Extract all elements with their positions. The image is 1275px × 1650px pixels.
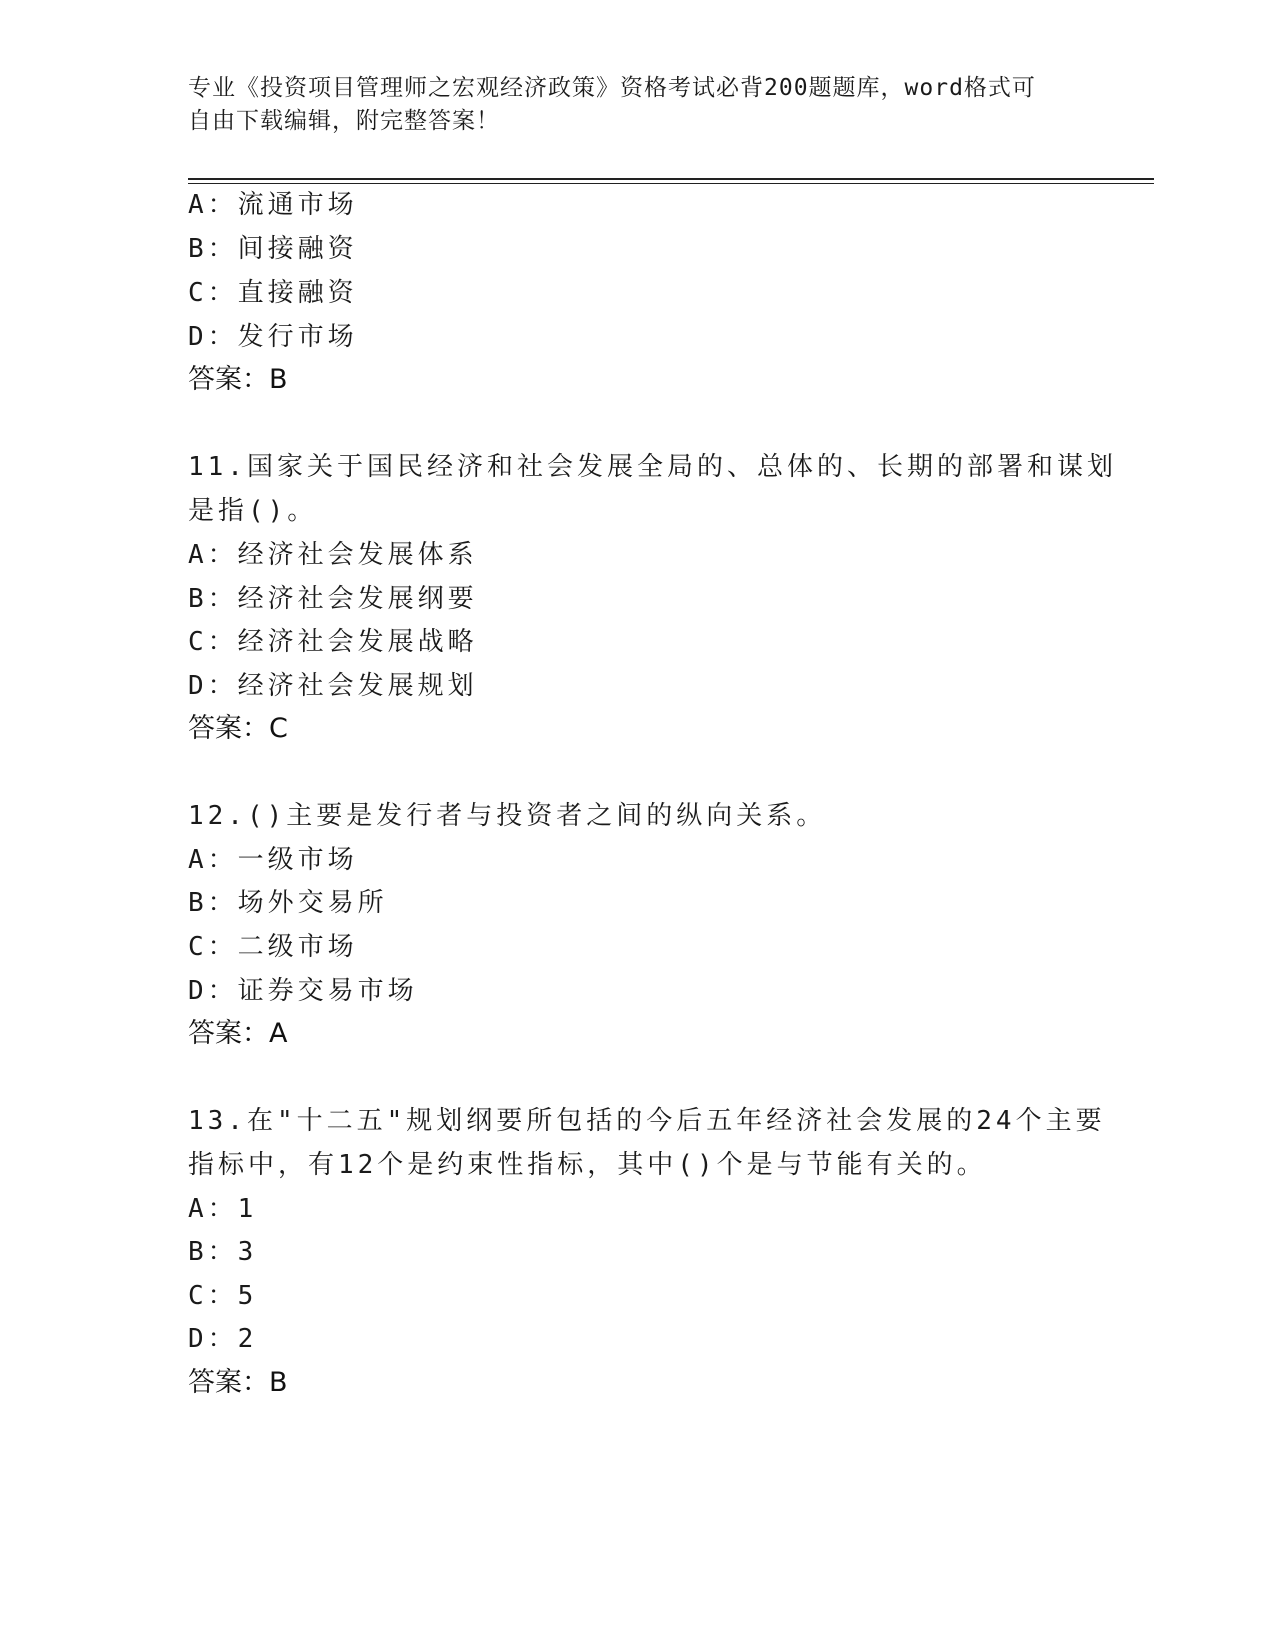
q11-answer: 答案：C [188, 713, 288, 744]
q10-option-c: C：直接融资 [188, 278, 358, 308]
q11-option-a: A：经济社会发展体系 [188, 540, 478, 570]
q13-stem-line-1: 13.在"十二五"规划纲要所包括的今后五年经济社会发展的24个主要 [188, 1106, 1106, 1136]
q13-option-d: D：2 [188, 1324, 258, 1354]
q12-answer: 答案：A [188, 1018, 288, 1049]
q10-option-b: B：间接融资 [188, 234, 358, 264]
header-divider-thin [188, 183, 1154, 184]
q12-option-b: B：场外交易所 [188, 888, 388, 918]
q13-option-a: A：1 [188, 1194, 258, 1224]
q11-stem-line-1: 11.国家关于国民经济和社会发展全局的、总体的、长期的部署和谋划 [188, 452, 1117, 482]
q10-option-a: A：流通市场 [188, 190, 358, 220]
header-divider-thick [188, 178, 1154, 180]
q10-answer: 答案：B [188, 364, 288, 395]
q10-option-d: D：发行市场 [188, 322, 358, 352]
q11-option-c: C：经济社会发展战略 [188, 627, 478, 657]
document-header [188, 72, 1068, 138]
q11-option-b: B：经济社会发展纲要 [188, 584, 478, 614]
q13-option-c: C：5 [188, 1281, 258, 1311]
q13-stem-line-2: 指标中，有12个是约束性指标，其中()个是与节能有关的。 [188, 1150, 987, 1180]
q11-option-d: D：经济社会发展规划 [188, 671, 478, 701]
header-line-1: 专业《投资项目管理师之宏观经济政策》资格考试必背200题题库，word格式可 [188, 75, 1036, 101]
q13-option-b: B：3 [188, 1237, 258, 1267]
q11-stem-line-2: 是指()。 [188, 496, 318, 526]
q12-option-d: D：证券交易市场 [188, 976, 418, 1006]
q12-option-c: C：二级市场 [188, 932, 358, 962]
q13-answer: 答案：B [188, 1367, 288, 1398]
header-line-2: 自由下载编辑，附完整答案！ [188, 108, 500, 134]
q12-stem-line-1: 12.()主要是发行者与投资者之间的纵向关系。 [188, 801, 827, 831]
q12-option-a: A：一级市场 [188, 845, 358, 875]
